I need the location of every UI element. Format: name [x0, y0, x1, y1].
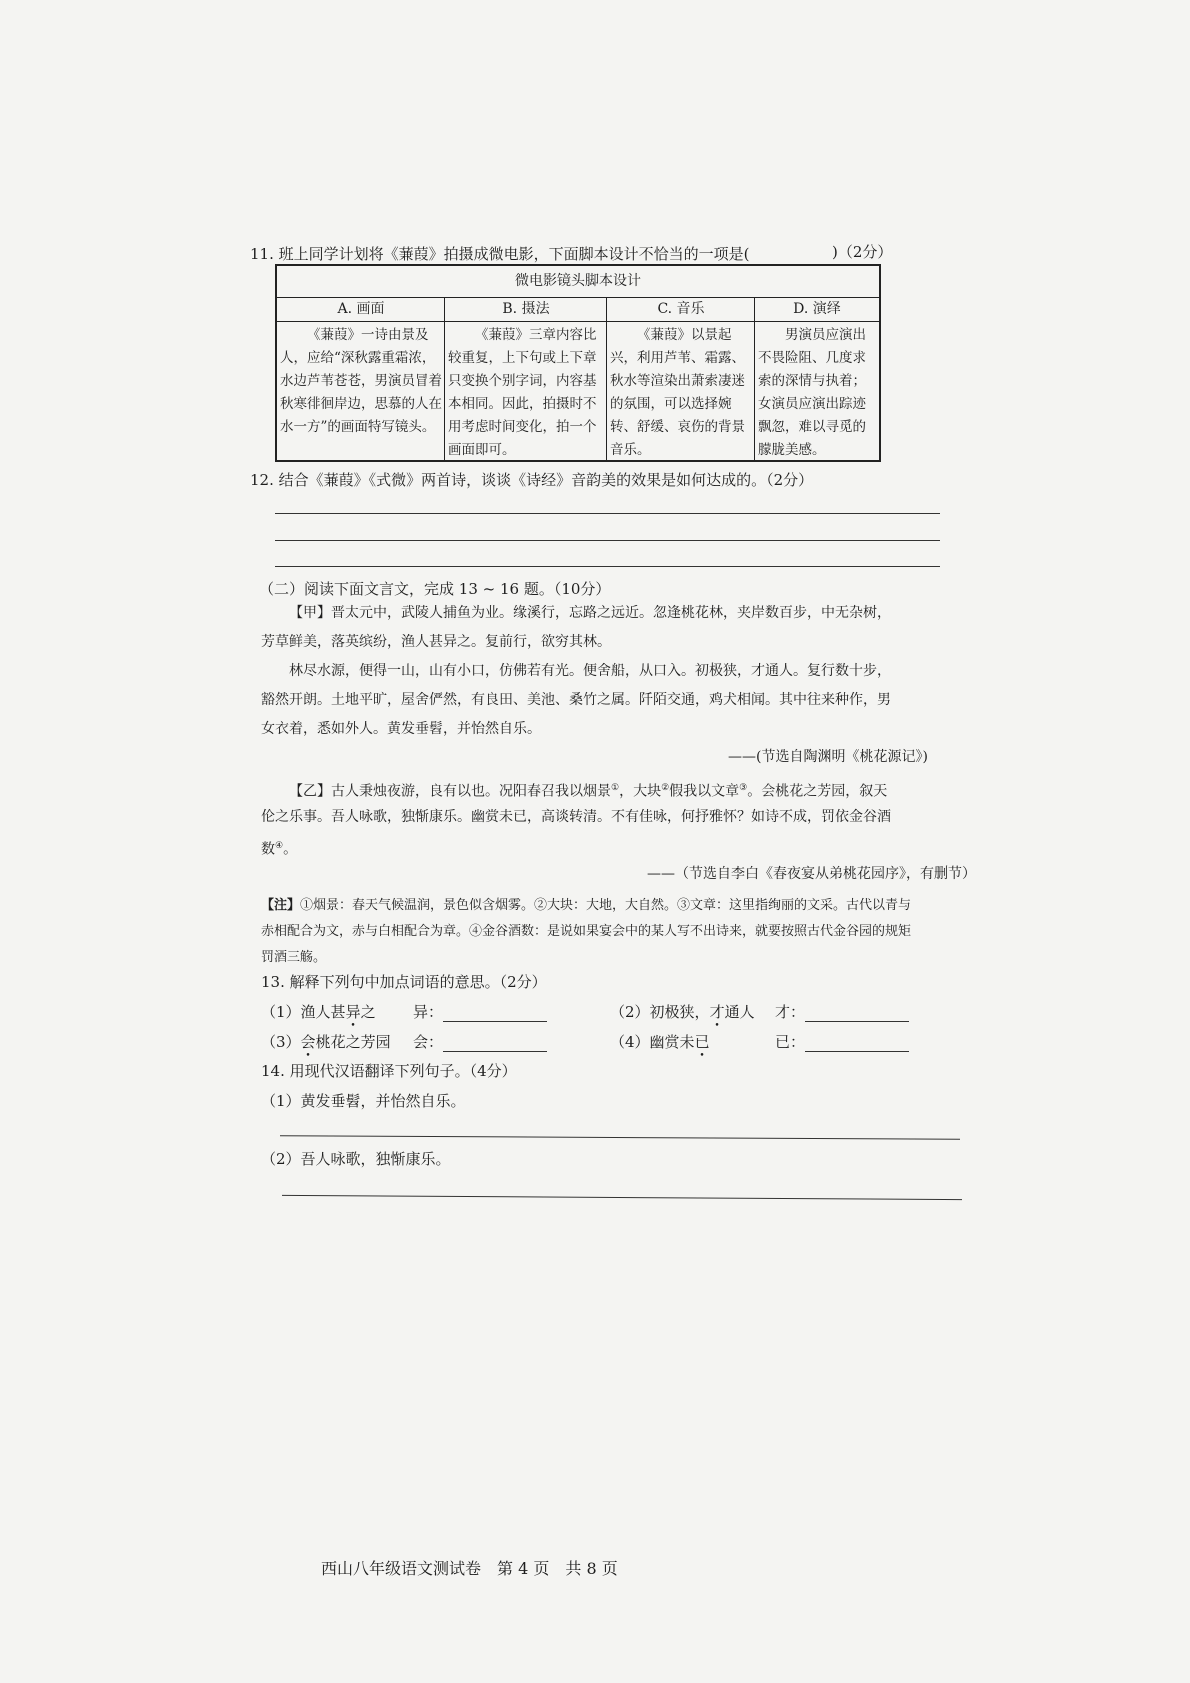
question-12: 12. 结合《蒹葭》《式微》两首诗，谈谈《诗经》音韵美的效果是如何达成的。（2分）: [250, 471, 814, 489]
passage-yi-line: [261, 832, 297, 865]
notes-line: 赤相配合为文，赤与白相配合为章。④金谷酒数：是说如果宴会中的某人写不出诗来，就要按照古代金谷园的规矩: [261, 924, 912, 939]
passage-jia-line: 林尽水源，便得一山，山有小口，仿佛若有光。便舍船，从口入。初极狭，才通人。复行数十步，: [289, 663, 891, 679]
q13-item-4: [610, 1031, 710, 1052]
table-cell-c: 《蒹葭》以景起兴，利用芦苇、霜露、秋水等渲染出萧索凄迷的氛围，可以选择婉转、舒缓、哀伤的背景音乐。: [610, 327, 745, 458]
item-text: 之: [360, 1003, 376, 1021]
answer-line[interactable]: [280, 1135, 960, 1140]
dotted-word: 会: [300, 1033, 316, 1051]
dotted-word: 才: [709, 1003, 725, 1021]
answer-blank[interactable]: [805, 1005, 909, 1022]
question-13: 13. 解释下列句中加点词语的意思。（2分）: [261, 973, 547, 991]
passage-yi-text: 。: [283, 841, 298, 858]
q13-item-2-answer: [775, 1001, 909, 1022]
passage-yi-line: [289, 774, 887, 807]
notes-line: 罚酒三觞。: [261, 950, 327, 965]
notes-label: 【注】: [261, 898, 301, 913]
item-number: （1）: [261, 1003, 301, 1021]
q13-item-1: [261, 1001, 376, 1022]
question-11: [250, 243, 749, 264]
answer-key: 会：: [413, 1033, 444, 1051]
page-footer: 西山八年级语文测试卷 第 4 页 共 8 页: [321, 1559, 618, 1578]
question-11-score: )（2分）: [832, 243, 893, 261]
table-title: 微电影镜头脚本设计: [277, 266, 879, 298]
q13-item-1-answer: [413, 1001, 547, 1022]
passage-yi-source: ——（节选自李白《春夜宴从弟桃花园序》，有删节）: [647, 866, 976, 882]
passage-jia-line: 芳草鲜美，落英缤纷，渔人甚异之。复前行，欲穷其林。: [261, 634, 611, 650]
passage-yi-text: 假我以文章: [669, 783, 740, 800]
footnote-marker: ④: [275, 841, 284, 851]
passage-yi-text: ，大块: [619, 783, 662, 800]
question-14: 14. 用现代汉语翻译下列句子。（4分）: [261, 1062, 517, 1080]
answer-line[interactable]: [275, 513, 940, 514]
q13-item-3: [261, 1031, 391, 1052]
item-number: （2）: [610, 1003, 650, 1021]
q14-sentence-2: （2）吾人咏歌，独惭康乐。: [261, 1150, 451, 1168]
footnote-marker: ①: [611, 783, 620, 793]
passage-yi-text: 数: [261, 841, 275, 858]
table-header-c: C. 音乐: [607, 297, 755, 322]
notes-line: [261, 893, 911, 919]
q13-item-3-answer: [413, 1031, 547, 1052]
passage-yi-text: 。会桃花之芳园，叙天: [747, 783, 888, 800]
footnote-marker: ③: [739, 783, 748, 793]
table-cell-a: 《蒹葭》一诗由景及人，应给“深秋露重霜浓，水边芦苇苍苍，男演员冒着秋寒徘徊岸边，思慕的人在水一方”的画面特写镜头。: [280, 327, 442, 435]
passage-jia-line: 女衣着，悉如外人。黄发垂髫，并怡然自乐。: [261, 721, 541, 737]
notes-text: ①烟景：春天气候温润，景色似含烟雾。②大块：大地，大自然。③文章：这里指绚丽的文采。古代以青与: [300, 898, 912, 913]
script-design-table: [275, 264, 881, 462]
section-2-heading: （二）阅读下面文言文，完成 13 ~ 16 题。（10分）: [259, 580, 611, 598]
passage-yi-text: 【乙】古人秉烛夜游，良有以也。况阳春召我以烟景: [289, 783, 611, 800]
item-text: 幽赏未: [649, 1033, 695, 1051]
table-header-d: D. 演绎: [755, 297, 879, 322]
answer-blank[interactable]: [443, 1005, 547, 1022]
answer-blank[interactable]: [805, 1035, 909, 1052]
answer-line[interactable]: [282, 1195, 962, 1200]
table-header-a: A. 画面: [277, 297, 445, 322]
passage-jia-line: 【甲】晋太元中，武陵人捕鱼为业。缘溪行，忘路之远近。忽逢桃花林，夹岸数百步，中无杂树，: [289, 605, 891, 621]
answer-line[interactable]: [275, 566, 940, 567]
item-text: 桃花之芳园: [315, 1033, 391, 1051]
item-number: （3）: [261, 1033, 301, 1051]
answer-blank[interactable]: [443, 1035, 547, 1052]
item-text: 初极狭，: [649, 1003, 710, 1021]
passage-jia-line: 豁然开朗。土地平旷，屋舍俨然，有良田、美池、桑竹之属。阡陌交通，鸡犬相闻。其中往来种作，男: [261, 692, 891, 708]
footnote-marker: ②: [661, 783, 670, 793]
table-cell-d: 男演员应演出不畏险阻、几度求索的深情与执着；女演员应演出踪迹飘忽，难以寻觅的朦胧美感。: [758, 327, 866, 458]
passage-jia-source: ——(节选自陶渊明《桃花源记》): [728, 749, 928, 765]
passage-yi-line: 伦之乐事。吾人咏歌，独惭康乐。幽赏未已，高谈转清。不有佳咏，何抒雅怀？如诗不成，罚依金谷酒: [261, 809, 891, 825]
dotted-word: 异: [345, 1003, 361, 1021]
answer-key: 已：: [775, 1033, 806, 1051]
q13-item-2: [610, 1001, 755, 1022]
dotted-word: 已: [694, 1033, 710, 1051]
answer-key: 异：: [413, 1003, 444, 1021]
item-text: 通人: [724, 1003, 755, 1021]
question-11-text: 11. 班上同学计划将《蒹葭》拍摄成微电影，下面脚本设计不恰当的一项是(: [250, 245, 750, 263]
q13-item-4-answer: [775, 1031, 909, 1052]
item-text: 渔人甚: [300, 1003, 346, 1021]
q14-sentence-1: （1）黄发垂髫，并怡然自乐。: [261, 1092, 466, 1110]
table-header-b: B. 摄法: [445, 297, 607, 322]
table-cell-b: 《蒹葭》三章内容比较重复，上下句或上下章只变换个别字词，内容基本相同。因此，拍摄时不用考虑时间变化，拍一个画面即可。: [448, 327, 597, 458]
answer-line[interactable]: [275, 540, 940, 541]
item-number: （4）: [610, 1033, 650, 1051]
answer-key: 才：: [775, 1003, 806, 1021]
